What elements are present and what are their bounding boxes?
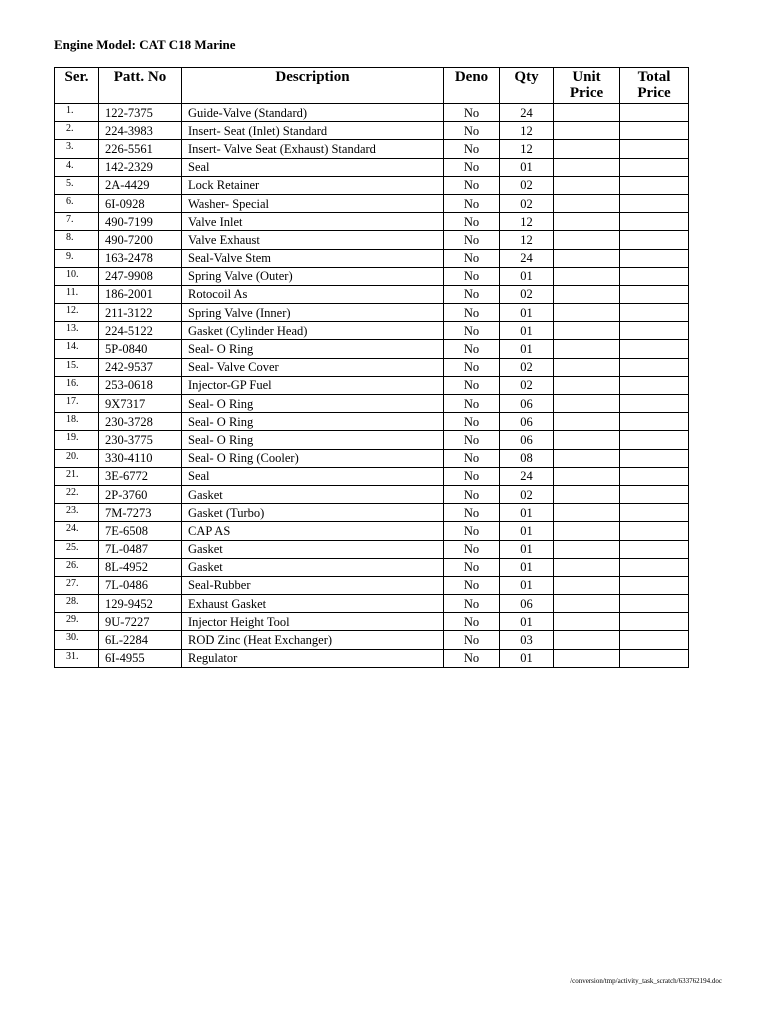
cell-qty: 01	[500, 322, 554, 340]
cell-deno: No	[444, 231, 500, 249]
cell-unit-price	[554, 504, 620, 522]
cell-description: Gasket	[182, 485, 444, 503]
cell-patt-no: 3E-6772	[99, 467, 182, 485]
header-deno: Deno	[444, 68, 500, 104]
cell-ser: 27.	[55, 576, 99, 594]
cell-unit-price	[554, 467, 620, 485]
table-row	[55, 540, 689, 558]
cell-description: Seal- O Ring	[182, 413, 444, 431]
cell-deno: No	[444, 485, 500, 503]
cell-patt-no: 330-4110	[99, 449, 182, 467]
cell-total-price	[620, 449, 689, 467]
cell-unit-price	[554, 395, 620, 413]
cell-qty: 01	[500, 540, 554, 558]
cell-unit-price	[554, 449, 620, 467]
cell-patt-no: 224-3983	[99, 122, 182, 140]
cell-ser: 2.	[55, 122, 99, 140]
cell-patt-no: 226-5561	[99, 140, 182, 158]
table-row	[55, 431, 689, 449]
cell-deno: No	[444, 249, 500, 267]
cell-qty: 01	[500, 613, 554, 631]
cell-ser: 17.	[55, 395, 99, 413]
cell-total-price	[620, 558, 689, 576]
table-row	[55, 358, 689, 376]
cell-ser: 1.	[55, 104, 99, 122]
cell-patt-no: 163-2478	[99, 249, 182, 267]
cell-description: Seal- Valve Cover	[182, 358, 444, 376]
cell-deno: No	[444, 522, 500, 540]
cell-description: ROD Zinc (Heat Exchanger)	[182, 631, 444, 649]
cell-total-price	[620, 104, 689, 122]
cell-total-price	[620, 631, 689, 649]
cell-description: Insert- Valve Seat (Exhaust) Standard	[182, 140, 444, 158]
cell-deno: No	[444, 194, 500, 212]
table-row	[55, 322, 689, 340]
cell-description: Valve Exhaust	[182, 231, 444, 249]
cell-deno: No	[444, 340, 500, 358]
cell-patt-no: 490-7199	[99, 213, 182, 231]
header-qty: Qty	[500, 68, 554, 104]
cell-ser: 13.	[55, 322, 99, 340]
cell-deno: No	[444, 140, 500, 158]
cell-patt-no: 230-3728	[99, 413, 182, 431]
cell-qty: 01	[500, 158, 554, 176]
cell-deno: No	[444, 467, 500, 485]
cell-description: Injector-GP Fuel	[182, 376, 444, 394]
cell-unit-price	[554, 267, 620, 285]
table-row	[55, 467, 689, 485]
cell-total-price	[620, 540, 689, 558]
table-row	[55, 522, 689, 540]
cell-deno: No	[444, 504, 500, 522]
cell-description: Insert- Seat (Inlet) Standard	[182, 122, 444, 140]
cell-unit-price	[554, 140, 620, 158]
table-header	[55, 68, 689, 104]
cell-total-price	[620, 431, 689, 449]
cell-total-price	[620, 358, 689, 376]
cell-patt-no: 186-2001	[99, 285, 182, 303]
cell-patt-no: 490-7200	[99, 231, 182, 249]
cell-deno: No	[444, 395, 500, 413]
cell-deno: No	[444, 376, 500, 394]
cell-ser: 4.	[55, 158, 99, 176]
cell-description: Gasket	[182, 540, 444, 558]
cell-description: Lock Retainer	[182, 176, 444, 194]
table-row	[55, 340, 689, 358]
cell-description: Seal-Valve Stem	[182, 249, 444, 267]
cell-deno: No	[444, 322, 500, 340]
cell-unit-price	[554, 176, 620, 194]
cell-unit-price	[554, 104, 620, 122]
table-row	[55, 267, 689, 285]
cell-unit-price	[554, 485, 620, 503]
cell-unit-price	[554, 613, 620, 631]
table-row	[55, 176, 689, 194]
cell-qty: 06	[500, 395, 554, 413]
cell-ser: 11.	[55, 285, 99, 303]
cell-qty: 12	[500, 231, 554, 249]
cell-deno: No	[444, 613, 500, 631]
document-title: Engine Model: CAT C18 Marine	[54, 37, 236, 52]
cell-qty: 01	[500, 522, 554, 540]
cell-ser: 9.	[55, 249, 99, 267]
cell-patt-no: 230-3775	[99, 431, 182, 449]
cell-deno: No	[444, 540, 500, 558]
parts-table	[54, 67, 689, 668]
cell-ser: 5.	[55, 176, 99, 194]
cell-ser: 18.	[55, 413, 99, 431]
table-row	[55, 576, 689, 594]
cell-ser: 20.	[55, 449, 99, 467]
cell-deno: No	[444, 213, 500, 231]
cell-description: Rotocoil As	[182, 285, 444, 303]
cell-ser: 10.	[55, 267, 99, 285]
cell-deno: No	[444, 104, 500, 122]
header-ser: Ser.	[55, 68, 99, 104]
table-row	[55, 122, 689, 140]
cell-total-price	[620, 322, 689, 340]
cell-unit-price	[554, 558, 620, 576]
cell-description: Washer- Special	[182, 194, 444, 212]
cell-patt-no: 142-2329	[99, 158, 182, 176]
cell-deno: No	[444, 158, 500, 176]
cell-total-price	[620, 122, 689, 140]
cell-patt-no: 7L-0486	[99, 576, 182, 594]
cell-total-price	[620, 213, 689, 231]
cell-qty: 06	[500, 431, 554, 449]
header-description: Description	[182, 68, 444, 104]
cell-deno: No	[444, 631, 500, 649]
file-path-footer: /conversion/tmp/activity_task_scratch/633762194.doc	[570, 977, 722, 985]
cell-ser: 22.	[55, 485, 99, 503]
cell-description: Exhaust Gasket	[182, 595, 444, 613]
cell-total-price	[620, 176, 689, 194]
cell-unit-price	[554, 413, 620, 431]
cell-total-price	[620, 576, 689, 594]
cell-unit-price	[554, 304, 620, 322]
table-row	[55, 104, 689, 122]
cell-patt-no: 7L-0487	[99, 540, 182, 558]
cell-total-price	[620, 140, 689, 158]
cell-qty: 02	[500, 194, 554, 212]
cell-deno: No	[444, 431, 500, 449]
cell-total-price	[620, 158, 689, 176]
cell-qty: 02	[500, 485, 554, 503]
cell-ser: 3.	[55, 140, 99, 158]
table-row	[55, 249, 689, 267]
cell-patt-no: 211-3122	[99, 304, 182, 322]
cell-ser: 16.	[55, 376, 99, 394]
cell-description: Guide-Valve (Standard)	[182, 104, 444, 122]
cell-ser: 29.	[55, 613, 99, 631]
cell-total-price	[620, 249, 689, 267]
cell-patt-no: 8L-4952	[99, 558, 182, 576]
cell-qty: 24	[500, 467, 554, 485]
cell-total-price	[620, 267, 689, 285]
cell-qty: 08	[500, 449, 554, 467]
cell-patt-no: 6L-2284	[99, 631, 182, 649]
table-body	[55, 104, 689, 668]
table-row	[55, 213, 689, 231]
table-row	[55, 485, 689, 503]
cell-description: Spring Valve (Outer)	[182, 267, 444, 285]
cell-description: Seal-Rubber	[182, 576, 444, 594]
cell-unit-price	[554, 576, 620, 594]
cell-qty: 01	[500, 558, 554, 576]
header-patt-no: Patt. No	[99, 68, 182, 104]
cell-unit-price	[554, 376, 620, 394]
cell-ser: 21.	[55, 467, 99, 485]
cell-total-price	[620, 285, 689, 303]
cell-unit-price	[554, 322, 620, 340]
cell-total-price	[620, 485, 689, 503]
table-row	[55, 631, 689, 649]
cell-deno: No	[444, 358, 500, 376]
table-row	[55, 231, 689, 249]
table-row	[55, 376, 689, 394]
cell-total-price	[620, 467, 689, 485]
table-row	[55, 649, 689, 667]
cell-ser: 28.	[55, 595, 99, 613]
cell-unit-price	[554, 194, 620, 212]
cell-patt-no: 242-9537	[99, 358, 182, 376]
table-row	[55, 194, 689, 212]
cell-patt-no: 9X7317	[99, 395, 182, 413]
cell-unit-price	[554, 358, 620, 376]
cell-deno: No	[444, 595, 500, 613]
cell-deno: No	[444, 285, 500, 303]
cell-unit-price	[554, 522, 620, 540]
cell-qty: 24	[500, 249, 554, 267]
cell-description: Valve Inlet	[182, 213, 444, 231]
cell-unit-price	[554, 285, 620, 303]
cell-ser: 14.	[55, 340, 99, 358]
cell-ser: 19.	[55, 431, 99, 449]
cell-deno: No	[444, 649, 500, 667]
cell-ser: 31.	[55, 649, 99, 667]
cell-patt-no: 9U-7227	[99, 613, 182, 631]
cell-description: Seal- O Ring	[182, 395, 444, 413]
cell-description: Regulator	[182, 649, 444, 667]
cell-ser: 15.	[55, 358, 99, 376]
cell-qty: 12	[500, 122, 554, 140]
cell-qty: 06	[500, 413, 554, 431]
cell-unit-price	[554, 231, 620, 249]
cell-unit-price	[554, 631, 620, 649]
cell-patt-no: 247-9908	[99, 267, 182, 285]
table-row	[55, 595, 689, 613]
cell-description: Seal- O Ring	[182, 431, 444, 449]
cell-patt-no: 2A-4429	[99, 176, 182, 194]
cell-unit-price	[554, 431, 620, 449]
cell-qty: 01	[500, 576, 554, 594]
cell-qty: 01	[500, 504, 554, 522]
cell-total-price	[620, 649, 689, 667]
cell-description: Gasket (Cylinder Head)	[182, 322, 444, 340]
cell-ser: 12.	[55, 304, 99, 322]
table-row	[55, 158, 689, 176]
cell-qty: 24	[500, 104, 554, 122]
cell-description: Seal- O Ring	[182, 340, 444, 358]
cell-deno: No	[444, 267, 500, 285]
cell-description: Injector Height Tool	[182, 613, 444, 631]
cell-qty: 06	[500, 595, 554, 613]
cell-qty: 01	[500, 304, 554, 322]
cell-qty: 03	[500, 631, 554, 649]
cell-patt-no: 2P-3760	[99, 485, 182, 503]
cell-unit-price	[554, 595, 620, 613]
cell-qty: 02	[500, 358, 554, 376]
cell-total-price	[620, 504, 689, 522]
table-row	[55, 558, 689, 576]
cell-total-price	[620, 376, 689, 394]
cell-patt-no: 129-9452	[99, 595, 182, 613]
table-row	[55, 449, 689, 467]
table-row	[55, 413, 689, 431]
cell-patt-no: 7E-6508	[99, 522, 182, 540]
cell-ser: 26.	[55, 558, 99, 576]
cell-deno: No	[444, 449, 500, 467]
cell-qty: 02	[500, 285, 554, 303]
cell-patt-no: 6I-4955	[99, 649, 182, 667]
cell-deno: No	[444, 558, 500, 576]
cell-description: Seal- O Ring (Cooler)	[182, 449, 444, 467]
cell-patt-no: 122-7375	[99, 104, 182, 122]
header-total-price: Total Price	[620, 68, 689, 104]
cell-unit-price	[554, 213, 620, 231]
table-row	[55, 285, 689, 303]
cell-total-price	[620, 340, 689, 358]
cell-qty: 02	[500, 376, 554, 394]
header-row	[55, 68, 689, 104]
cell-patt-no: 7M-7273	[99, 504, 182, 522]
cell-deno: No	[444, 576, 500, 594]
cell-qty: 01	[500, 267, 554, 285]
cell-patt-no: 224-5122	[99, 322, 182, 340]
cell-patt-no: 253-0618	[99, 376, 182, 394]
cell-patt-no: 6I-0928	[99, 194, 182, 212]
cell-description: CAP AS	[182, 522, 444, 540]
cell-unit-price	[554, 122, 620, 140]
cell-description: Spring Valve (Inner)	[182, 304, 444, 322]
cell-ser: 6.	[55, 194, 99, 212]
table-row	[55, 504, 689, 522]
cell-patt-no: 5P-0840	[99, 340, 182, 358]
cell-qty: 01	[500, 649, 554, 667]
cell-total-price	[620, 613, 689, 631]
cell-ser: 8.	[55, 231, 99, 249]
cell-description: Seal	[182, 467, 444, 485]
header-unit-price: Unit Price	[554, 68, 620, 104]
cell-description: Gasket (Turbo)	[182, 504, 444, 522]
cell-deno: No	[444, 413, 500, 431]
cell-ser: 24.	[55, 522, 99, 540]
cell-unit-price	[554, 649, 620, 667]
cell-deno: No	[444, 176, 500, 194]
table-row	[55, 304, 689, 322]
cell-total-price	[620, 231, 689, 249]
cell-unit-price	[554, 540, 620, 558]
cell-qty: 12	[500, 213, 554, 231]
cell-total-price	[620, 413, 689, 431]
cell-total-price	[620, 595, 689, 613]
cell-qty: 02	[500, 176, 554, 194]
cell-total-price	[620, 194, 689, 212]
cell-unit-price	[554, 249, 620, 267]
cell-ser: 25.	[55, 540, 99, 558]
cell-qty: 12	[500, 140, 554, 158]
cell-total-price	[620, 395, 689, 413]
table-row	[55, 395, 689, 413]
cell-total-price	[620, 304, 689, 322]
table-row	[55, 140, 689, 158]
cell-description: Seal	[182, 158, 444, 176]
table-row	[55, 613, 689, 631]
cell-qty: 01	[500, 340, 554, 358]
cell-deno: No	[444, 122, 500, 140]
cell-description: Gasket	[182, 558, 444, 576]
cell-deno: No	[444, 304, 500, 322]
cell-ser: 23.	[55, 504, 99, 522]
cell-unit-price	[554, 158, 620, 176]
cell-unit-price	[554, 340, 620, 358]
cell-ser: 30.	[55, 631, 99, 649]
cell-ser: 7.	[55, 213, 99, 231]
cell-total-price	[620, 522, 689, 540]
